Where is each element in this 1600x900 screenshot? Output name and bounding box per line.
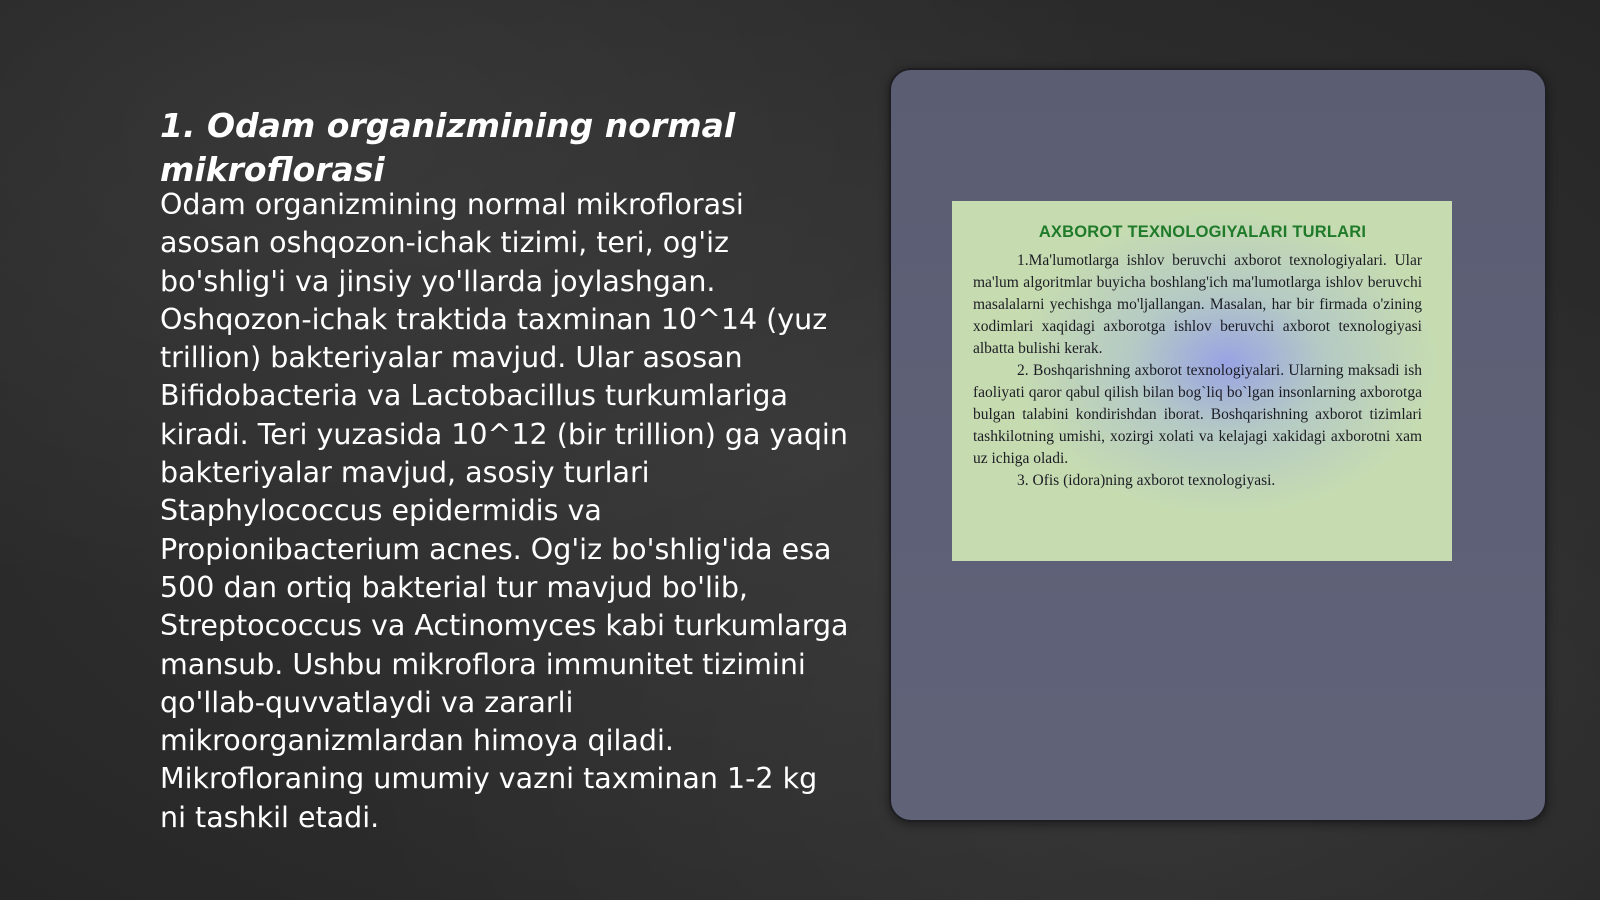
scanned-page-title: AXBOROT TEXNOLOGIYALARI TURLARI bbox=[1038, 223, 1367, 241]
scanned-page-image bbox=[952, 201, 1452, 561]
scanned-paragraph-1: 1.Ma'lumotlarga ishlov beruvchi axborot texnologiyalari. Ular ma'lum algoritmlar buyicha boshlang'ich ma'lumotlarga ishlov beruvchi masalalarni yechishga mo'ljallangan. Masalan, har bir firmada o'zining xodimlari xaqidagi axborotga ishlov beruvchi axborot texnologiyasi albatta bulishi kerak. bbox=[973, 252, 1422, 357]
image-frame bbox=[889, 68, 1547, 822]
scanned-paragraph-3: 3. Ofis (idora)ning axborot texnologiyasi. bbox=[1017, 472, 1276, 489]
slide-body-text: Odam organizmining normal mikroflorasi asosan oshqozon-ichak tizimi, teri, og'iz bo'shlig'i va jinsiy yo'llarda joylashgan. Oshqozon-ichak traktida taxminan 10^14 (yuz trillion) bakteriyalar mavjud. Ular asosan Bifidobacteria va Lactobacillus turkumlariga kiradi. Teri yuzasida 10^12 (bir trillion) ga yaqin bakteriyalar mavjud, asosiy turlari Staphylococcus epidermidis va Propionibacterium acnes. Og'iz bo'shlig'ida esa 500 dan ortiq bakterial tur mavjud bo'lib, Streptococcus va Actinomyces kabi turkumlarga mansub. Ushbu mikroflora immunitet tizimini qo'llab-quvvatlaydi va zararli mikroorganizmlardan himoya qiladi. Mikrofloraning umumiy vazni taxminan 1-2 kg ni tashkil etadi. bbox=[160, 188, 849, 834]
slide-heading: 1. Odam organizmining normal mikroflorasi bbox=[160, 106, 736, 189]
scanned-paragraph-2: 2. Boshqarishning axborot texnologiyalari. Ularning maksadi ish faoliyati qaror qabul qilish bilan bog`liq bo`lgan insonlarning axborotga bulgan talabini kondirishdan iborat. Boshqarishning axborot tizimlari tashkilotning umishi, xozirgi xolati va kelajagi xakidagi axborotni xam uz ichiga oladi. bbox=[973, 362, 1422, 467]
